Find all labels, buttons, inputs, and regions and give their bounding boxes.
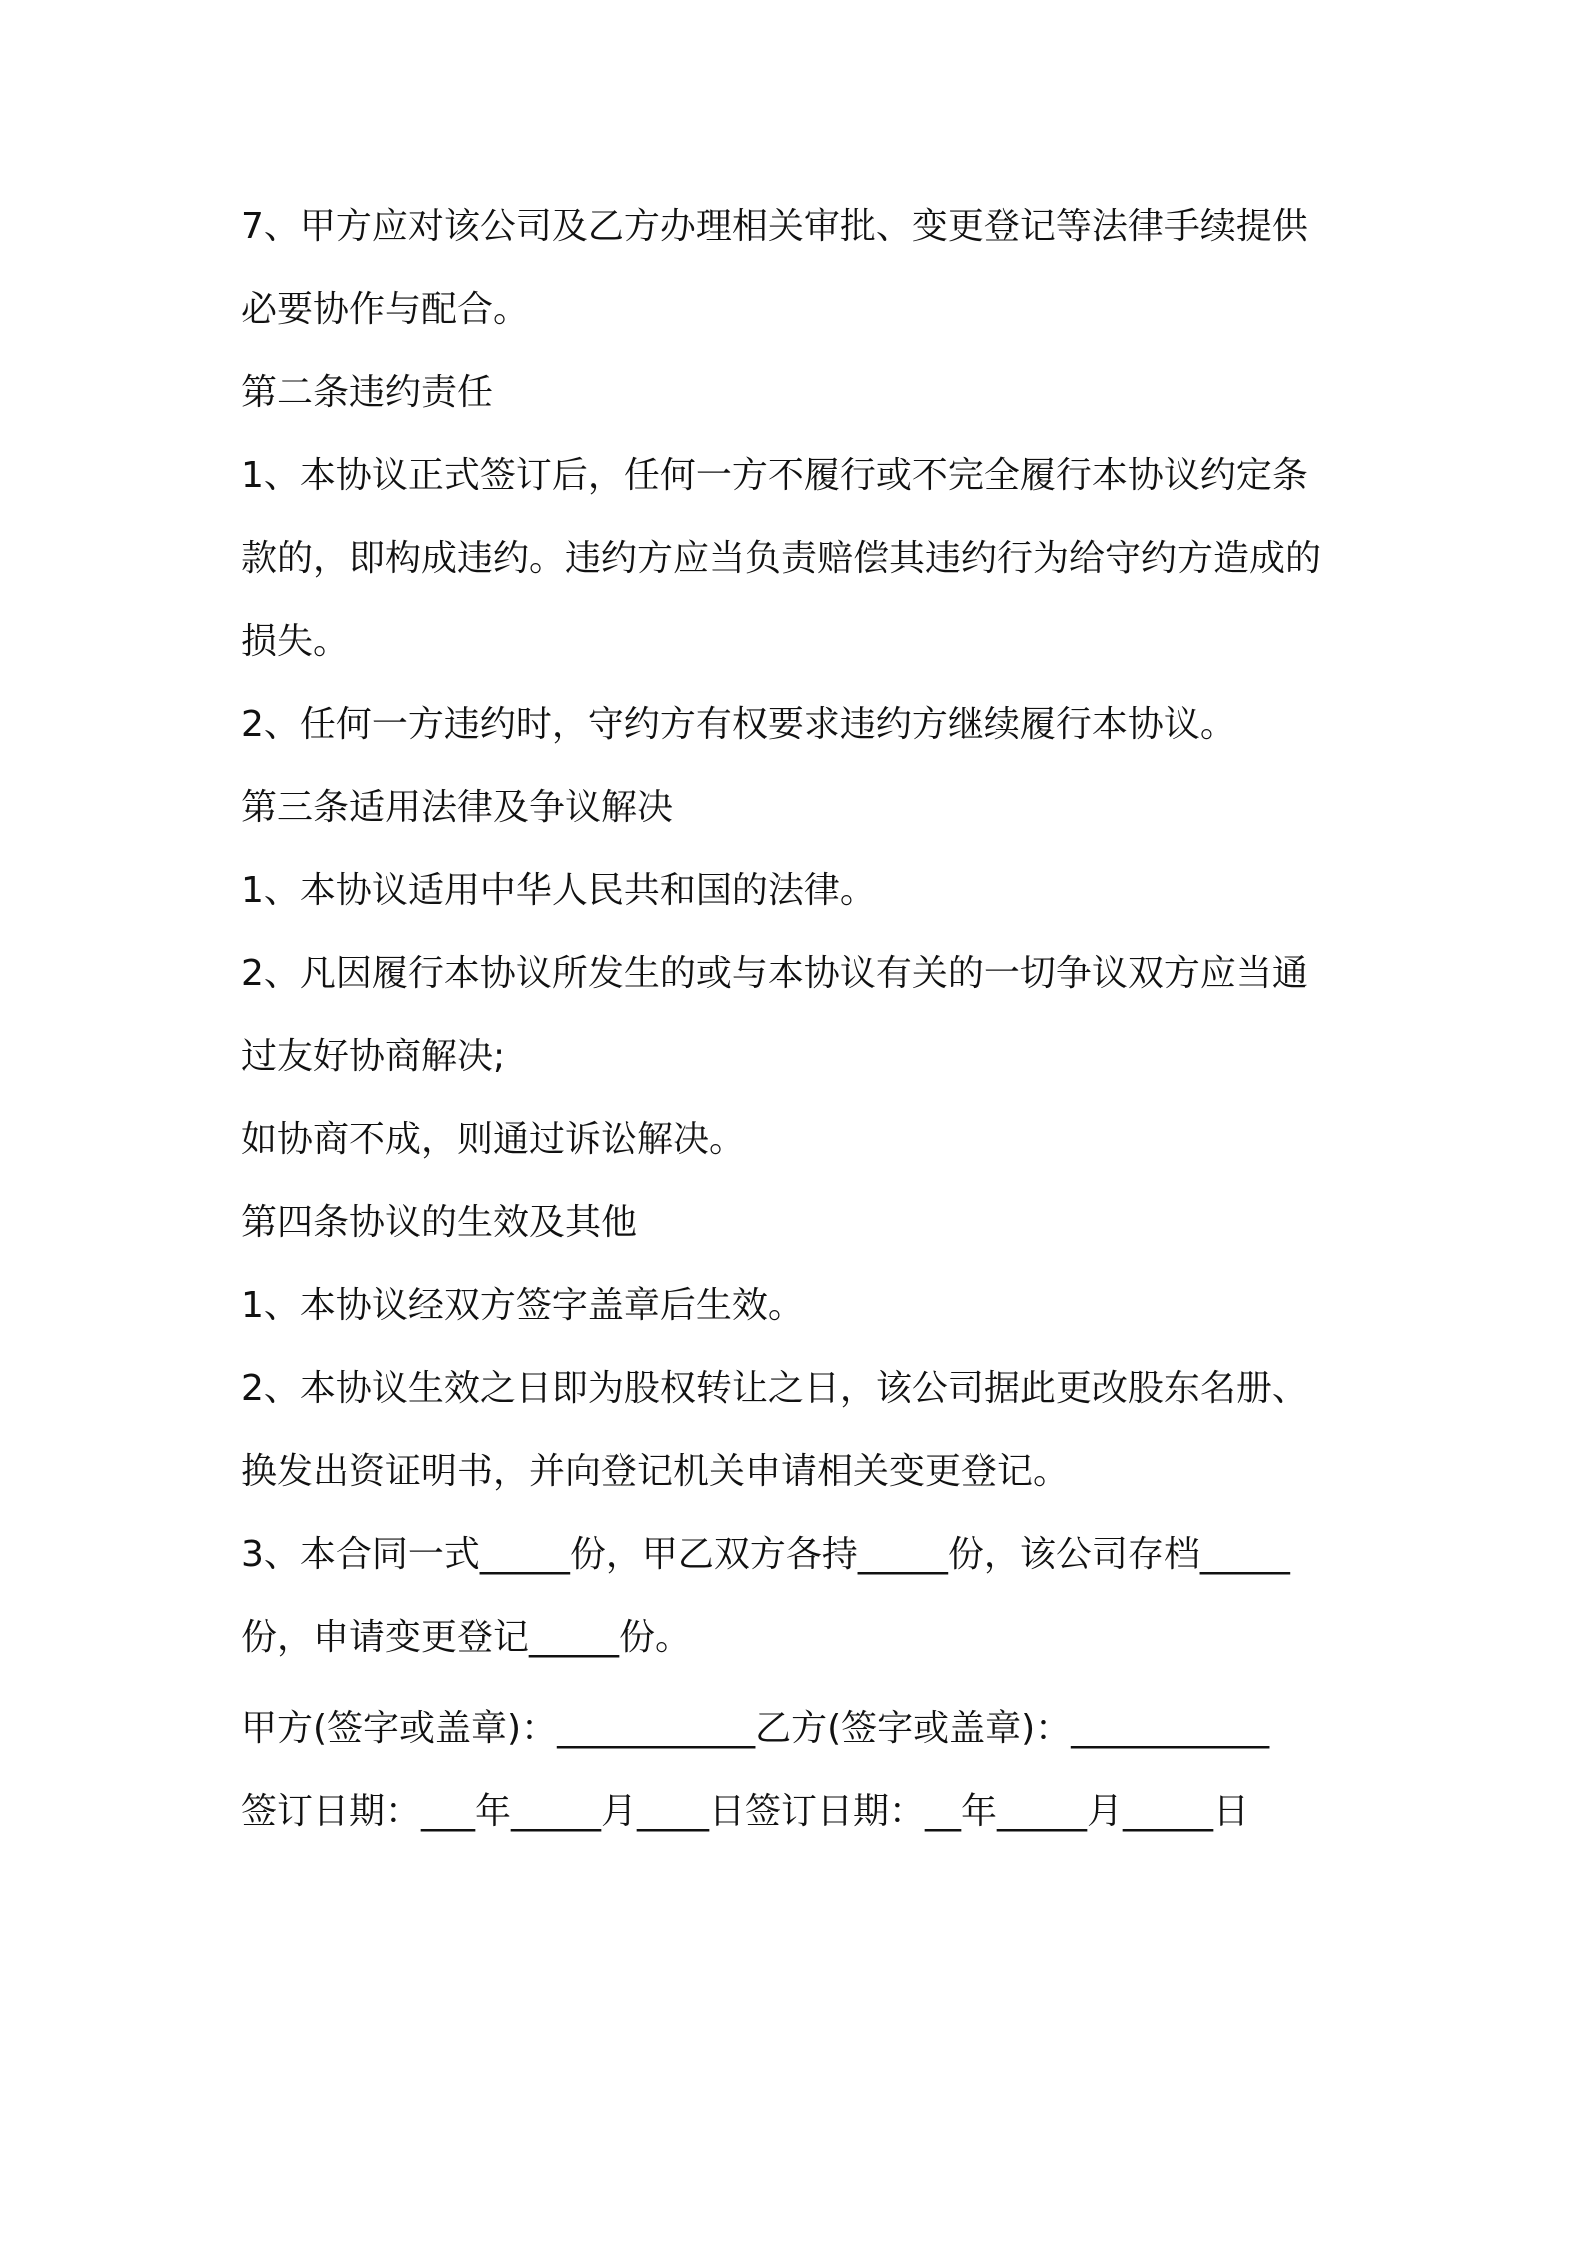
article-3-item-1: 1、本协议适用中华人民共和国的法律。 xyxy=(241,870,876,911)
article-4-item-3-line-1: 3、本合同一式_____份，甲乙双方各持_____份，该公司存档_____ xyxy=(241,1534,1290,1575)
article-2-heading: 第二条违约责任 xyxy=(241,372,494,413)
clause-7-line-1: 7、甲方应对该公司及乙方办理相关审批、变更登记等法律手续提供 xyxy=(241,206,1308,247)
article-2-item-1-line-2: 款的，即构成违约。违约方应当负责赔偿其违约行为给守约方造成的 xyxy=(241,538,1322,579)
article-3-heading: 第三条适用法律及争议解决 xyxy=(241,787,674,828)
article-2-item-1-line-1: 1、本协议正式签订后，任何一方不履行或不完全履行本协议约定条 xyxy=(241,455,1308,496)
document-page xyxy=(241,0,1361,2244)
article-4-item-1: 1、本协议经双方签字盖章后生效。 xyxy=(241,1285,804,1326)
signing-date-line: 签订日期：___年_____月____日签订日期：__年_____月_____日 xyxy=(241,1791,1250,1832)
article-3-item-2-line-3: 如协商不成，则通过诉讼解决。 xyxy=(241,1119,746,1160)
article-4-item-2-line-1: 2、本协议生效之日即为股权转让之日，该公司据此更改股东名册、 xyxy=(241,1368,1308,1409)
article-2-item-1-line-3: 损失。 xyxy=(241,621,350,662)
article-2-item-2: 2、任何一方违约时，守约方有权要求违约方继续履行本协议。 xyxy=(241,704,1236,745)
article-4-heading: 第四条协议的生效及其他 xyxy=(241,1202,638,1243)
signature-line: 甲方(签字或盖章)：___________乙方(签字或盖章)：___________ xyxy=(241,1708,1270,1749)
article-4-item-3-line-2: 份，申请变更登记_____份。 xyxy=(241,1617,692,1658)
article-3-item-2-line-1: 2、凡因履行本协议所发生的或与本协议有关的一切争议双方应当通 xyxy=(241,953,1308,994)
clause-7-line-2: 必要协作与配合。 xyxy=(241,289,530,330)
article-3-item-2-line-2: 过友好协商解决; xyxy=(241,1036,506,1077)
article-4-item-2-line-2: 换发出资证明书，并向登记机关申请相关变更登记。 xyxy=(241,1451,1070,1492)
